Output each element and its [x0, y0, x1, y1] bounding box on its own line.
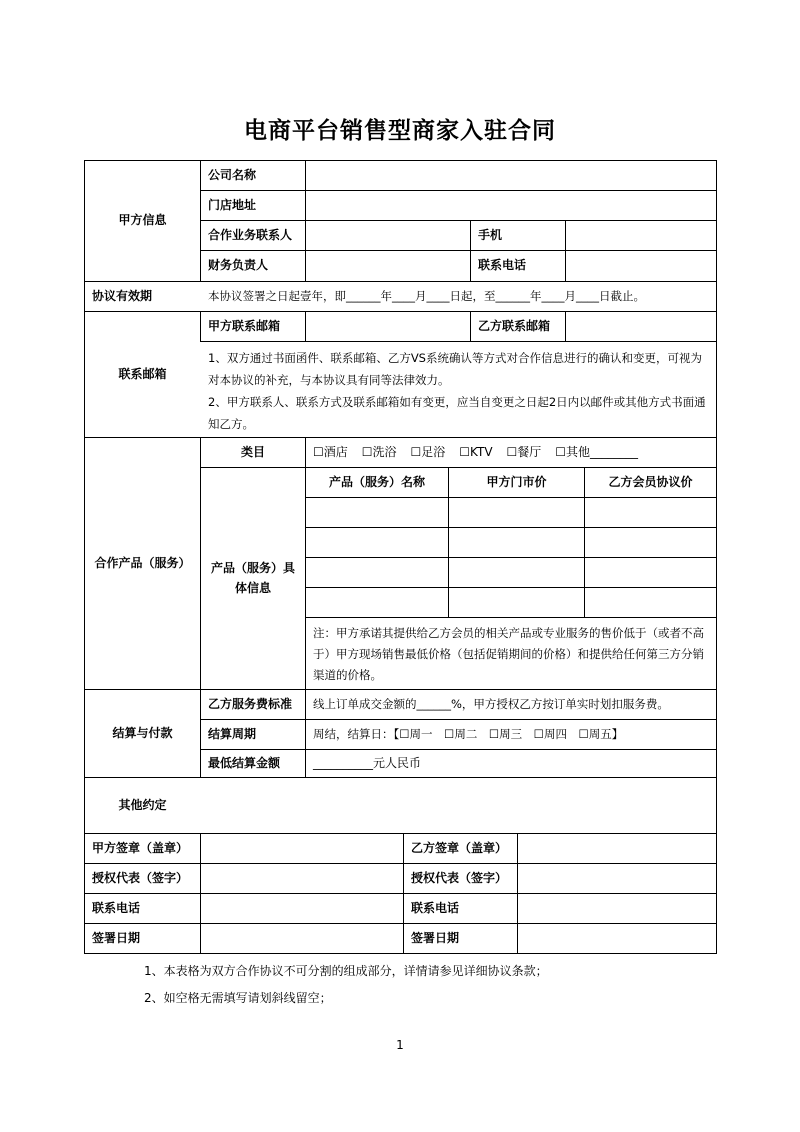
- mobile-field[interactable]: [566, 221, 716, 250]
- mobile-label: 手机: [478, 227, 503, 242]
- category-bath-checkbox[interactable]: ☐洗浴: [361, 444, 397, 459]
- party-b-email-field[interactable]: [566, 312, 716, 341]
- service-fee-label: 乙方服务费标准: [208, 696, 293, 711]
- product-name-header: 产品（服务）名称: [328, 474, 425, 489]
- party-a-seal-field[interactable]: [201, 834, 403, 863]
- party-a-email-label: 甲方联系邮箱: [208, 318, 281, 333]
- minimum-settlement-label: 最低结算金额: [208, 755, 281, 770]
- party-b-date-field[interactable]: [518, 924, 716, 953]
- email-clause-1: 1、双方通过书面函件、联系邮箱、乙方VS系统确认等方式对合作信息进行的确认和变更，可视为对本协议的补充，与本协议具有同等法律效力。: [208, 351, 702, 387]
- party-a-rep-label: 授权代表（签字）: [92, 870, 189, 885]
- price-commitment-note: 注：甲方承诺其提供给乙方会员的相关产品或专业服务的售价低于（或者不高于）甲方现场销售最低价格（包括促销期间的价格）和提供给任何第三方分销渠道的价格。: [313, 626, 704, 682]
- party-a-date-field[interactable]: [201, 924, 403, 953]
- party-a-seal-label: 甲方签章（盖章）: [92, 840, 189, 855]
- category-restaurant-checkbox[interactable]: ☐餐厅: [506, 444, 542, 459]
- contact-phone-field[interactable]: [566, 251, 716, 281]
- product-row-4-name[interactable]: [306, 588, 448, 617]
- product-row-3-name[interactable]: [306, 558, 448, 587]
- business-contact-field[interactable]: [306, 221, 470, 250]
- email-clause-2: 2、甲方联系人、联系方式及联系邮箱如有变更，应当自变更之日起2日内以邮件或其他方式书面通知乙方。: [208, 395, 706, 431]
- products-section-label: 合作产品（服务）: [94, 555, 191, 570]
- party-b-email-label: 乙方联系邮箱: [478, 318, 551, 333]
- validity-text: 本协议签署之日起壹年，即______年____月____日起，至______年____月____日截止。: [208, 289, 645, 304]
- party-b-rep-field[interactable]: [518, 864, 716, 893]
- party-a-email-field[interactable]: [306, 312, 470, 341]
- party-b-phone-field[interactable]: [518, 894, 716, 923]
- other-terms-field[interactable]: [201, 778, 716, 833]
- category-other-checkbox[interactable]: ☐其他________: [555, 444, 639, 459]
- business-contact-label: 合作业务联系人: [208, 227, 293, 242]
- product-detail-label: 产品（服务）具体信息: [210, 561, 295, 595]
- finance-person-field[interactable]: [306, 251, 470, 281]
- store-address-field[interactable]: [306, 191, 716, 220]
- product-row-2-name[interactable]: [306, 528, 448, 557]
- email-section-label: 联系邮箱: [118, 366, 167, 381]
- party-a-rep-field[interactable]: [201, 864, 403, 893]
- footnote-2: 2、如空格无需填写请划斜线留空；: [144, 991, 332, 1005]
- contract-title: 电商平台销售型商家入驻合同: [244, 118, 556, 144]
- category-label: 类目: [240, 444, 265, 459]
- category-hotel-checkbox[interactable]: ☐酒店: [313, 444, 348, 459]
- other-terms-label: 其他约定: [118, 797, 167, 812]
- company-name-field[interactable]: [306, 161, 716, 190]
- email-clauses: [201, 342, 716, 437]
- category-ktv-checkbox[interactable]: ☐KTV: [459, 444, 493, 459]
- minimum-settlement-text: __________元人民币: [313, 755, 422, 770]
- member-price-header: 乙方会员协议价: [608, 474, 693, 489]
- party-b-seal-label: 乙方签章（盖章）: [411, 840, 508, 855]
- product-row-1-name[interactable]: [306, 498, 448, 527]
- party-b-rep-label: 授权代表（签字）: [411, 870, 508, 885]
- settlement-cycle-label: 结算周期: [208, 726, 257, 741]
- settlement-section-label: 结算与付款: [112, 725, 173, 740]
- validity-label: 协议有效期: [92, 288, 153, 303]
- party-a-phone-field[interactable]: [201, 894, 403, 923]
- party-a-date-label: 签署日期: [92, 930, 141, 945]
- category-foot-spa-checkbox[interactable]: ☐足浴: [410, 444, 446, 459]
- party-b-date-label: 签署日期: [411, 930, 460, 945]
- category-options: [306, 438, 716, 467]
- store-address-label: 门店地址: [208, 197, 257, 212]
- party-a-phone-label: 联系电话: [92, 900, 141, 915]
- contact-phone-label: 联系电话: [478, 258, 527, 273]
- page-number: 1: [396, 1038, 404, 1052]
- party-b-phone-label: 联系电话: [411, 900, 460, 915]
- party-a-section-label: 甲方信息: [118, 213, 167, 228]
- company-name-label: 公司名称: [208, 167, 257, 182]
- store-price-header: 甲方门市价: [486, 474, 547, 489]
- service-fee-text: 线上订单成交金额的______%，甲方授权乙方按订单实时划扣服务费。: [313, 697, 669, 712]
- footnote-1: 1、本表格为双方合作协议不可分割的组成部分，详情请参见详细协议条款；: [144, 964, 548, 978]
- settlement-cycle-text: 周结，结算日：【☐周一 ☐周二 ☐周三 ☐周四 ☐周五】: [313, 727, 624, 742]
- party-b-seal-field[interactable]: [518, 834, 716, 863]
- finance-person-label: 财务负责人: [208, 258, 269, 273]
